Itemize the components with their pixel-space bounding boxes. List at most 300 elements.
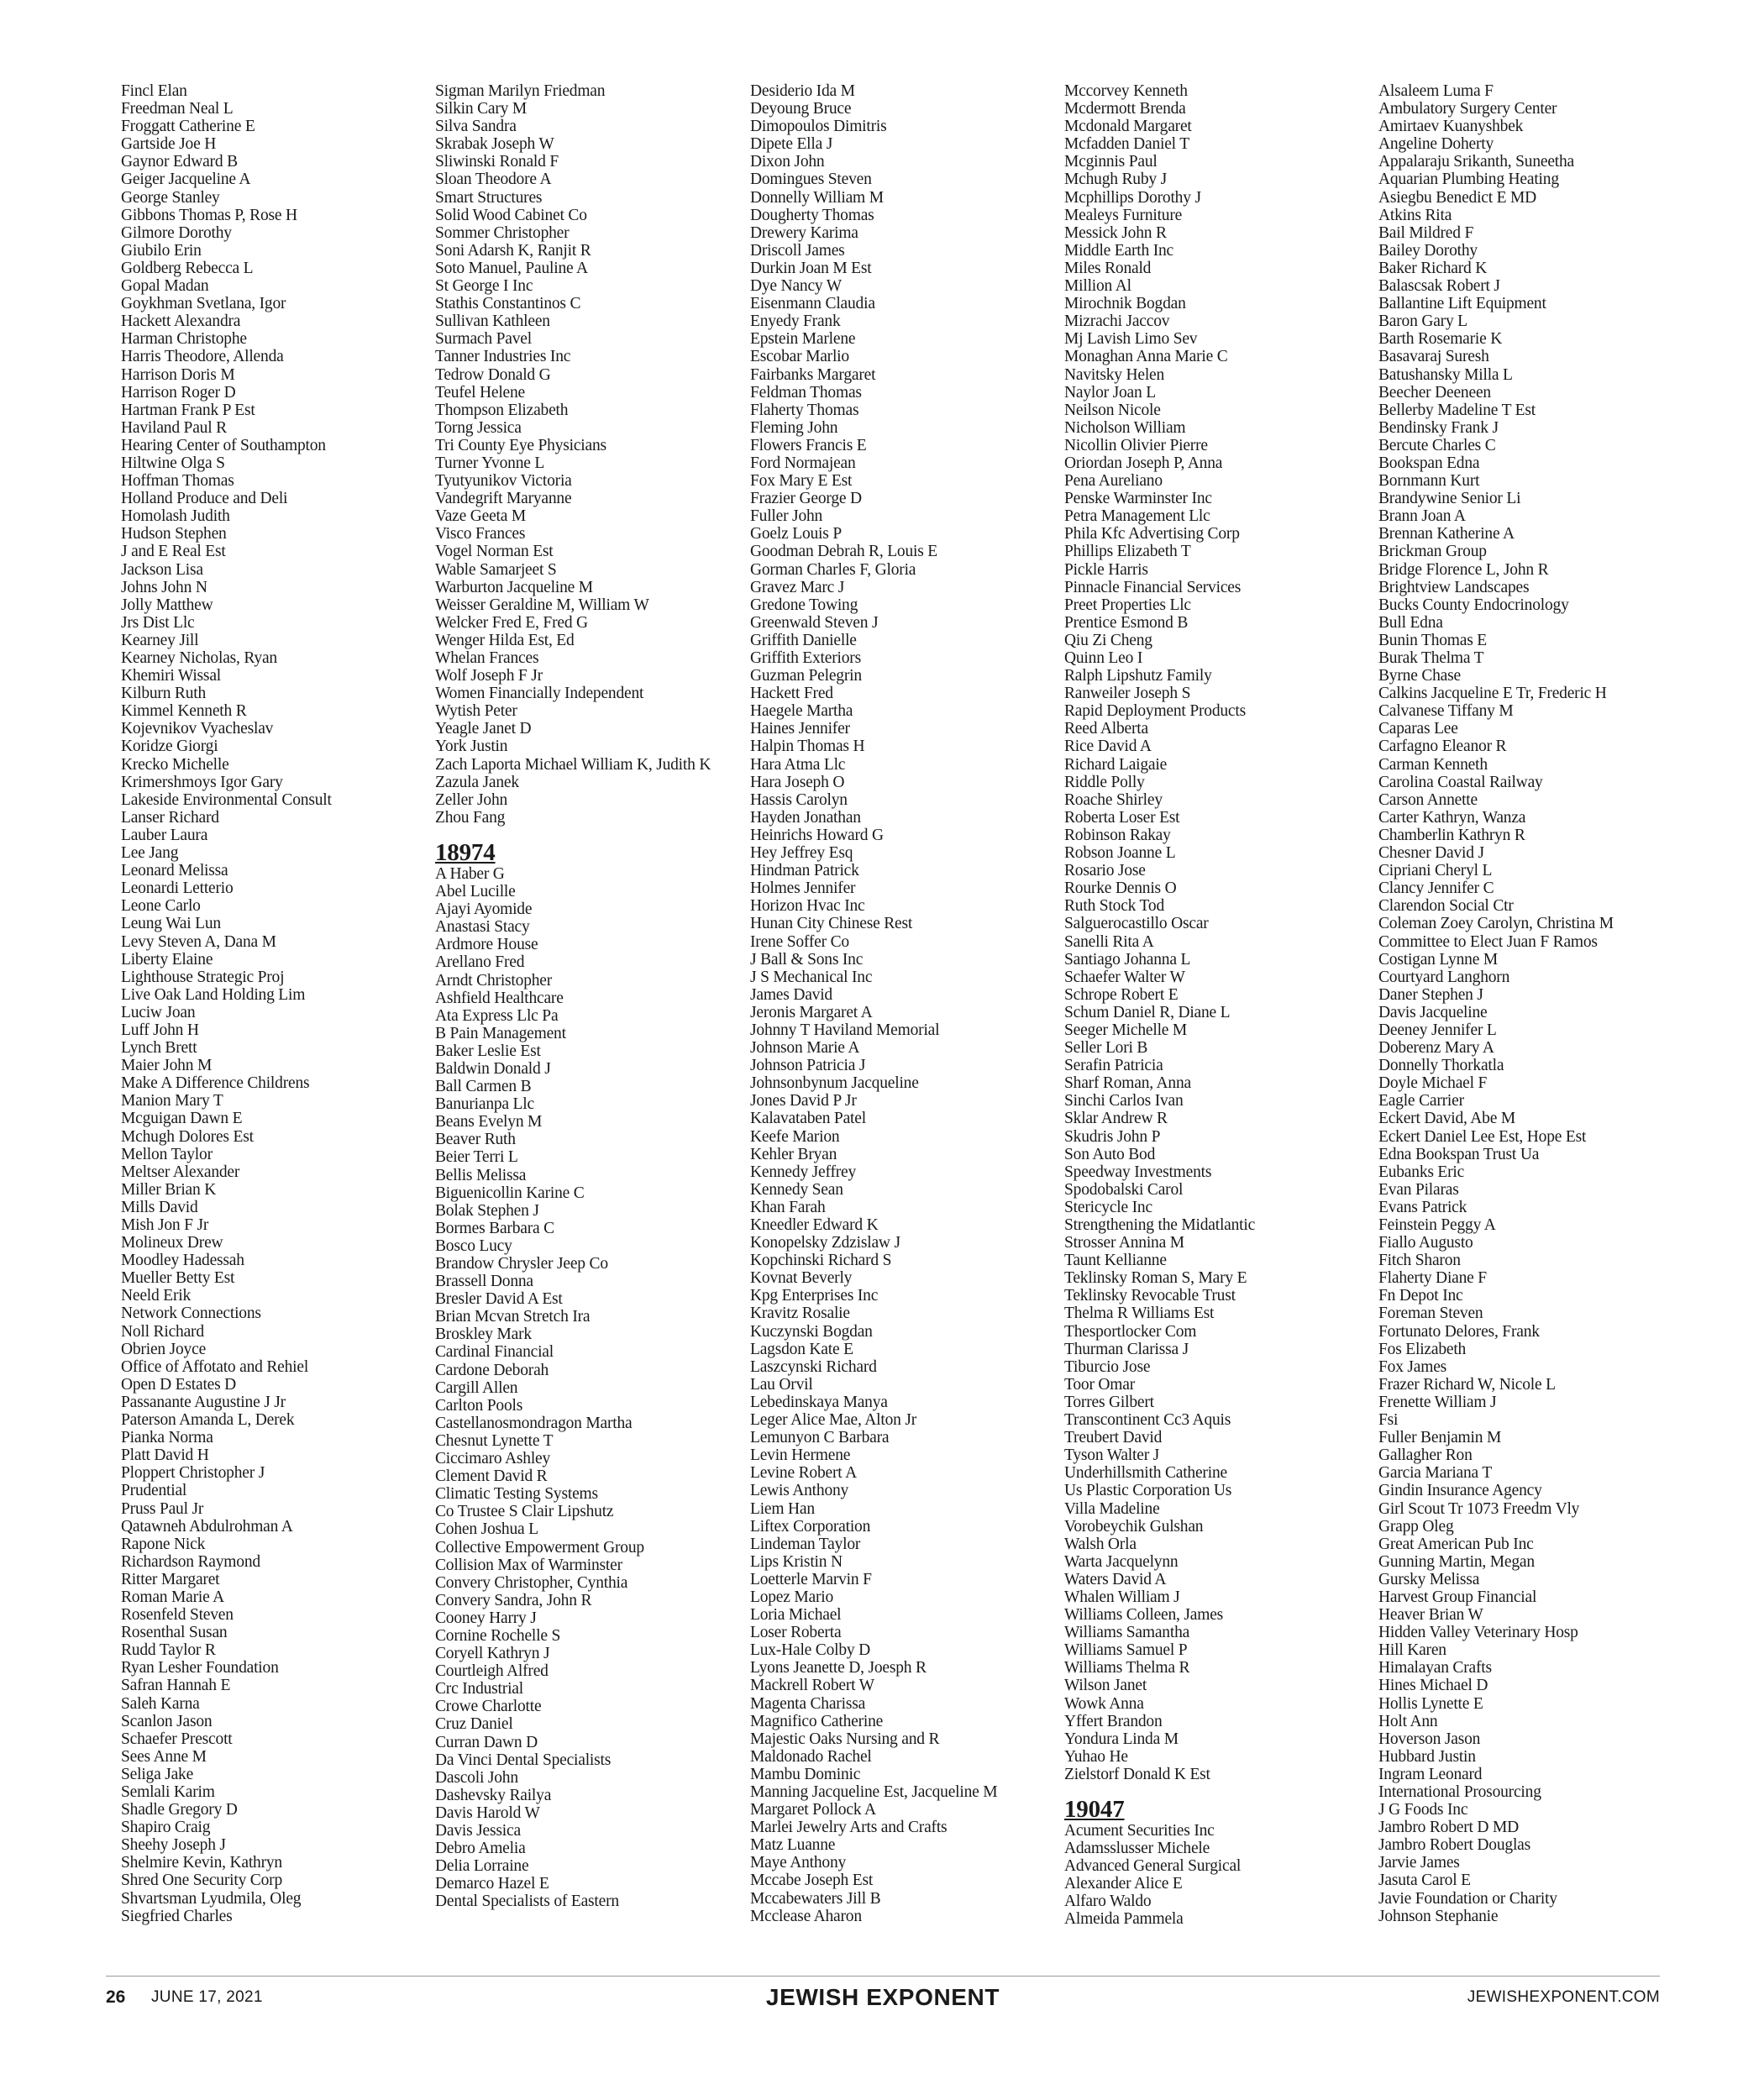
list-item: Goelz Louis P — [750, 525, 842, 543]
list-item: Eckert David, Abe M — [1378, 1110, 1515, 1128]
list-item: Fox James — [1378, 1357, 1447, 1376]
list-item: Maye Anthony — [750, 1854, 847, 1872]
list-item: Teklinsky Roman S, Mary E — [1064, 1269, 1247, 1288]
list-item: Bosco Lucy — [435, 1236, 512, 1255]
list-item: Preet Properties Llc — [1064, 596, 1191, 614]
list-item: Khemiri Wissal — [121, 667, 221, 685]
list-item: Surmach Pavel — [435, 330, 532, 349]
list-item: Bellis Melissa — [435, 1166, 527, 1184]
list-item: Demarco Hazel E — [435, 1875, 549, 1893]
list-item: Stathis Constantinos C — [435, 295, 581, 313]
list-item: Baker Leslie Est — [435, 1042, 541, 1060]
list-item: Ranweiler Joseph S — [1064, 685, 1191, 703]
list-item: Stericycle Inc — [1064, 1198, 1152, 1216]
list-item: Penske Warminster Inc — [1064, 490, 1212, 508]
list-item: Haviland Paul R — [121, 418, 227, 437]
list-item: Tyutyunikov Victoria — [435, 472, 572, 491]
list-item: Epstein Marlene — [750, 330, 856, 349]
list-item: Ball Carmen B — [435, 1078, 532, 1096]
list-item: Dye Nancy W — [750, 277, 842, 296]
page-footer — [106, 1984, 1660, 2018]
list-item: Fincl Elan — [121, 82, 187, 100]
list-item: Donnelly William M — [750, 188, 884, 207]
list-item: Neilson Nicole — [1064, 401, 1161, 419]
list-item: Kearney Nicholas, Ryan — [121, 649, 277, 667]
list-item: Rapid Deployment Products — [1064, 702, 1246, 721]
list-item: Sigman Marilyn Friedman — [435, 82, 606, 100]
list-item: Vandegrift Maryanne — [435, 490, 572, 508]
list-item: Kravitz Rosalie — [750, 1305, 850, 1323]
list-item: Gopal Madan — [121, 277, 209, 296]
list-item: Sommer Christopher — [435, 223, 570, 242]
list-item: Leger Alice Mae, Alton Jr — [750, 1411, 917, 1430]
list-item: Amirtaev Kuanyshbek — [1378, 118, 1524, 136]
list-item: Enyedy Frank — [750, 312, 841, 331]
list-item: Feinstein Peggy A — [1378, 1216, 1496, 1234]
list-item: Balascsak Robert J — [1378, 277, 1500, 296]
list-item: Serafin Patricia — [1064, 1057, 1163, 1075]
list-item: Harrison Roger D — [121, 383, 236, 402]
list-item: Heaver Brian W — [1378, 1606, 1483, 1625]
list-item: Greenwald Steven J — [750, 613, 879, 632]
list-item: Johnson Marie A — [750, 1039, 860, 1058]
list-item: Ashfield Healthcare — [435, 989, 564, 1007]
list-item: Gaynor Edward B — [121, 153, 238, 171]
list-item: Coleman Zoey Carolyn, Christina M — [1378, 915, 1614, 933]
list-item: Strosser Annina M — [1064, 1234, 1184, 1252]
list-item: Dipete Ella J — [750, 135, 833, 154]
list-item: Geiger Jacqueline A — [121, 171, 251, 189]
list-item: Whelan Frances — [435, 649, 539, 667]
list-item: Jones David P Jr — [750, 1092, 857, 1110]
list-item: Gallagher Ron — [1378, 1446, 1473, 1465]
list-item: Hill Karen — [1378, 1641, 1446, 1660]
list-item: Reed Alberta — [1064, 720, 1148, 738]
list-item: International Prosourcing — [1378, 1783, 1541, 1801]
list-item: Deyoung Bruce — [750, 100, 852, 118]
list-item: Brandow Chrysler Jeep Co — [435, 1255, 608, 1273]
list-item: Frazer Richard W, Nicole L — [1378, 1375, 1556, 1394]
list-item: Dascoli John — [435, 1768, 518, 1787]
list-item: Sliwinski Ronald F — [435, 153, 559, 171]
list-item: Clement David R — [435, 1467, 548, 1486]
list-item: Mj Lavish Limo Sev — [1064, 330, 1198, 349]
list-item: Spodobalski Carol — [1064, 1180, 1184, 1199]
list-item: Roache Shirley — [1064, 790, 1163, 809]
list-item: Fairbanks Margaret — [750, 365, 876, 384]
list-item: Santiago Johanna L — [1064, 950, 1191, 969]
list-item: Passanante Augustine J Jr — [121, 1393, 286, 1411]
list-item: Soto Manuel, Pauline A — [435, 259, 588, 277]
list-item: Convery Sandra, John R — [435, 1591, 592, 1609]
list-item: Lauber Laura — [121, 826, 208, 844]
list-item: Rice David A — [1064, 738, 1152, 756]
list-item: Haines Jennifer — [750, 720, 850, 738]
list-item: Appalaraju Srikanth, Suneetha — [1378, 153, 1575, 171]
list-item: Carman Kenneth — [1378, 755, 1488, 774]
list-item: Grapp Oleg — [1378, 1517, 1454, 1536]
column-4 — [1064, 82, 1375, 1929]
list-item: Scanlon Jason — [121, 1712, 213, 1730]
list-item: Harvest Group Financial — [1378, 1588, 1537, 1606]
list-item: Bendinsky Frank J — [1378, 418, 1499, 437]
list-item: Sanelli Rita A — [1064, 932, 1154, 951]
list-item: Treubert David — [1064, 1429, 1163, 1447]
list-item: Moodley Hadessah — [121, 1252, 244, 1270]
list-item: Davis Jessica — [435, 1822, 521, 1840]
list-item: Dashevsky Railya — [435, 1786, 552, 1804]
list-item: Shapiro Craig — [121, 1819, 211, 1837]
list-item: Edna Bookspan Trust Ua — [1378, 1145, 1540, 1163]
list-item: Wolf Joseph F Jr — [435, 667, 543, 685]
list-item: Ajayi Ayomide — [435, 900, 533, 919]
list-item: Bridge Florence L, John R — [1378, 560, 1549, 579]
list-item: Kearney Jill — [121, 631, 199, 649]
list-item: Network Connections — [121, 1305, 261, 1323]
list-item: Luff John H — [121, 1021, 199, 1039]
list-item: Williams Samantha — [1064, 1624, 1190, 1642]
list-item: Brassell Donna — [435, 1273, 533, 1291]
list-item: Kilburn Ruth — [121, 685, 207, 703]
list-item: Qatawneh Abdulrohman A — [121, 1517, 293, 1536]
list-item: Flaherty Diane F — [1378, 1269, 1487, 1288]
list-item: Johnson Stephanie — [1378, 1907, 1499, 1925]
list-item: Gursky Melissa — [1378, 1570, 1480, 1588]
list-item: Women Financially Independent — [435, 685, 644, 703]
list-item: Deeney Jennifer L — [1378, 1021, 1497, 1039]
list-item: Teufel Helene — [435, 383, 526, 402]
list-item: Carter Kathryn, Wanza — [1378, 808, 1526, 827]
list-item: Gravez Marc J — [750, 578, 845, 596]
list-item: Yuhao He — [1064, 1747, 1128, 1766]
list-item: Taunt Kellianne — [1064, 1252, 1167, 1270]
list-item: Carlton Pools — [435, 1396, 523, 1415]
list-item: Anastasi Stacy — [435, 918, 530, 937]
list-item: Lopez Mario — [750, 1588, 834, 1606]
list-item: Goodman Debrah R, Louis E — [750, 543, 938, 561]
list-item: Tedrow Donald G — [435, 365, 551, 384]
list-item: Ritter Margaret — [121, 1570, 220, 1588]
list-item: Carfagno Eleanor R — [1378, 738, 1507, 756]
list-item: Hiltwine Olga S — [121, 454, 225, 472]
list-item: Million Al — [1064, 277, 1131, 296]
list-item: York Justin — [435, 738, 508, 756]
list-item: Kalavataben Patel — [750, 1110, 866, 1128]
list-item: Batushansky Milla L — [1378, 365, 1513, 384]
list-item: Paterson Amanda L, Derek — [121, 1411, 295, 1430]
list-item: Giubilo Erin — [121, 241, 202, 260]
zip-code-heading: 18974 — [435, 838, 496, 866]
list-item: James David — [750, 985, 832, 1004]
list-item: J S Mechanical Inc — [750, 968, 873, 986]
list-item: Arndt Christopher — [435, 971, 553, 990]
footer-divider — [106, 1976, 1660, 1977]
list-item: Cardinal Financial — [435, 1343, 554, 1362]
list-item: Sinchi Carlos Ivan — [1064, 1092, 1184, 1110]
list-item: Cargill Allen — [435, 1378, 518, 1397]
list-item: Tyson Walter J — [1064, 1446, 1160, 1465]
list-item: Vorobeychik Gulshan — [1064, 1517, 1204, 1536]
list-item: Kehler Bryan — [750, 1145, 837, 1163]
list-item: Torng Jessica — [435, 418, 522, 437]
list-item: Cruz Daniel — [435, 1715, 513, 1734]
list-item: Horizon Hvac Inc — [750, 897, 865, 916]
list-item: J G Foods Inc — [1378, 1801, 1468, 1819]
list-item: Lakeside Environmental Consult — [121, 790, 332, 809]
list-item: Loetterle Marvin F — [750, 1570, 872, 1588]
list-item: Rosenthal Susan — [121, 1624, 228, 1642]
list-item: Phila Kfc Advertising Corp — [1064, 525, 1240, 543]
list-item: Miller Brian K — [121, 1180, 217, 1199]
list-item: Shvartsman Lyudmila, Oleg — [121, 1889, 302, 1908]
list-item: A Haber G — [435, 864, 505, 883]
list-item: Seliga Jake — [121, 1765, 194, 1783]
list-item: Davis Jacqueline — [1378, 1003, 1488, 1021]
list-item: Mcphillips Dorothy J — [1064, 188, 1201, 207]
list-item: Hollis Lynette E — [1378, 1694, 1483, 1713]
list-item: Shadle Gregory D — [121, 1801, 238, 1819]
publication-name: JEWISH EXPONENT — [765, 1984, 1000, 2010]
list-item: Bresler David A Est — [435, 1290, 563, 1309]
list-item: Weisser Geraldine M, William W — [435, 596, 649, 614]
list-item: Asiegbu Benedict E MD — [1378, 188, 1537, 207]
list-item: Brightview Landscapes — [1378, 578, 1530, 596]
list-item: Hoverson Jason — [1378, 1730, 1481, 1748]
list-item: Harris Theodore, Allenda — [121, 348, 284, 366]
list-item: Griffith Danielle — [750, 631, 857, 649]
list-item: Wilson Janet — [1064, 1677, 1147, 1695]
list-item: Froggatt Catherine E — [121, 118, 255, 136]
list-item: Freedman Neal L — [121, 100, 234, 118]
list-item: Holland Produce and Deli — [121, 490, 288, 508]
list-item: Fleming John — [750, 418, 838, 437]
list-item: Dimopoulos Dimitris — [750, 118, 887, 136]
list-item: Roman Marie A — [121, 1588, 225, 1606]
list-item: Mcguigan Dawn E — [121, 1110, 243, 1128]
list-item: Javie Foundation or Charity — [1378, 1889, 1557, 1908]
list-item: Evans Patrick — [1378, 1198, 1467, 1216]
list-item: Courtyard Langhorn — [1378, 968, 1510, 986]
list-item: Homolash Judith — [121, 507, 230, 526]
list-item: Beans Evelyn M — [435, 1113, 543, 1131]
list-item: Hartman Frank P Est — [121, 401, 255, 419]
list-item: Jackson Lisa — [121, 560, 203, 579]
list-item: Walsh Orla — [1064, 1535, 1137, 1553]
list-item: Jasuta Carol E — [1378, 1872, 1471, 1890]
list-item: Neeld Erik — [121, 1287, 192, 1305]
list-item: Messick John R — [1064, 223, 1167, 242]
list-item: Griffith Exteriors — [750, 649, 861, 667]
list-item: Transcontinent Cc3 Aquis — [1064, 1411, 1231, 1430]
list-item: Mackrell Robert W — [750, 1677, 874, 1695]
list-item: Ballantine Lift Equipment — [1378, 295, 1546, 313]
list-item: Matz Luanne — [750, 1836, 836, 1855]
list-item: Strengthening the Midatlantic — [1064, 1216, 1256, 1234]
list-item: Alexander Alice E — [1064, 1875, 1183, 1893]
list-item: Zach Laporta Michael William K, Judith K — [435, 755, 711, 774]
list-item: Cooney Harry J — [435, 1609, 537, 1627]
list-item: Ciccimaro Ashley — [435, 1450, 551, 1468]
list-item: Basavaraj Suresh — [1378, 348, 1489, 366]
list-item: Co Trustee S Clair Lipshutz — [435, 1503, 614, 1521]
list-item: Fitch Sharon — [1378, 1252, 1461, 1270]
list-item: Soni Adarsh K, Ranjit R — [435, 241, 591, 260]
list-item: Dougherty Thomas — [750, 206, 874, 224]
list-item: Coryell Kathryn J — [435, 1645, 550, 1663]
list-item: Clarendon Social Ctr — [1378, 897, 1514, 916]
list-item: Thompson Elizabeth — [435, 401, 569, 419]
zip-code-heading: 19047 — [1064, 1796, 1125, 1823]
list-item: Wytish Peter — [435, 702, 517, 721]
list-item: Tanner Industries Inc — [435, 348, 571, 366]
list-item: Williams Samuel P — [1064, 1641, 1188, 1660]
list-item: Schaefer Walter W — [1064, 968, 1185, 986]
list-item: Sklar Andrew R — [1064, 1110, 1168, 1128]
list-item: Salguerocastillo Oscar — [1064, 915, 1209, 933]
list-item: Whalen William J — [1064, 1588, 1180, 1606]
list-item: Flowers Francis E — [750, 436, 867, 454]
list-item: Costigan Lynne M — [1378, 950, 1498, 969]
list-item: Aquarian Plumbing Heating — [1378, 171, 1559, 189]
list-item: Marlei Jewelry Arts and Crafts — [750, 1819, 948, 1837]
list-item: Brickman Group — [1378, 543, 1487, 561]
list-item: Speedway Investments — [1064, 1163, 1212, 1181]
list-item: Phillips Elizabeth T — [1064, 543, 1191, 561]
list-item: Hara Joseph O — [750, 773, 845, 791]
list-item: Broskley Mark — [435, 1326, 532, 1344]
list-item: Hindman Patrick — [750, 862, 859, 880]
list-item: St George I Inc — [435, 277, 533, 296]
list-item: Hayden Jonathan — [750, 808, 861, 827]
list-item: Barth Rosemarie K — [1378, 330, 1503, 349]
list-item: Hearing Center of Southampton — [121, 436, 326, 454]
list-item: Thesportlocker Com — [1064, 1322, 1197, 1341]
list-item: Zeller John — [435, 790, 508, 809]
list-item: Curran Dawn D — [435, 1733, 538, 1751]
list-item: Zielstorf Donald K Est — [1064, 1765, 1210, 1783]
list-item: Carolina Coastal Railway — [1378, 773, 1543, 791]
list-item: Bail Mildred F — [1378, 223, 1474, 242]
list-item: Laszcynski Richard — [750, 1357, 877, 1376]
list-item: Smart Structures — [435, 188, 543, 207]
list-item: Teklinsky Revocable Trust — [1064, 1287, 1236, 1305]
list-item: Kovnat Beverly — [750, 1269, 853, 1288]
list-item: Delia Lorraine — [435, 1857, 529, 1876]
list-item: Seeger Michelle M — [1064, 1021, 1188, 1039]
list-item: Heinrichs Howard G — [750, 826, 884, 844]
list-item: Convery Christopher, Cynthia — [435, 1573, 628, 1592]
list-item: Navitsky Helen — [1064, 365, 1165, 384]
list-item: Maier John M — [121, 1057, 213, 1075]
list-item: Maldonado Rachel — [750, 1747, 872, 1766]
list-item: Waters David A — [1064, 1570, 1167, 1588]
list-item: Jrs Dist Llc — [121, 613, 195, 632]
list-item: Thelma R Williams Est — [1064, 1305, 1215, 1323]
list-item: Richard Laigaie — [1064, 755, 1168, 774]
list-item: Fuller John — [750, 507, 823, 526]
list-item: Mcclease Aharon — [750, 1907, 862, 1925]
list-item: Kojevnikov Vyacheslav — [121, 720, 274, 738]
list-item: Wowk Anna — [1064, 1694, 1144, 1713]
list-item: Chesner David J — [1378, 844, 1484, 863]
list-item: Robinson Rakay — [1064, 826, 1171, 844]
list-item: Donnelly Thorkatla — [1378, 1057, 1504, 1075]
list-item: Jolly Matthew — [121, 596, 213, 614]
list-item: Rourke Dennis O — [1064, 879, 1177, 898]
list-item: Levine Robert A — [750, 1464, 857, 1483]
list-item: Nicollin Olivier Pierre — [1064, 436, 1208, 454]
list-item: Welcker Fred E, Fred G — [435, 613, 588, 632]
list-item: Adamsslusser Michele — [1064, 1840, 1210, 1858]
list-item: Hackett Alexandra — [121, 312, 241, 331]
list-item: Collision Max of Warminster — [435, 1556, 622, 1574]
list-item: Hackett Fred — [750, 685, 833, 703]
list-item: Bucks County Endocrinology — [1378, 596, 1569, 614]
list-item: Magnifico Catherine — [750, 1712, 884, 1730]
list-item: Bornmann Kurt — [1378, 472, 1480, 491]
list-item: Luciw Joan — [121, 1003, 196, 1021]
list-item: Naylor Joan L — [1064, 383, 1156, 402]
list-item: Dental Specialists of Eastern — [435, 1893, 619, 1911]
list-item: Levy Steven A, Dana M — [121, 932, 276, 951]
list-item: Villa Madeline — [1064, 1499, 1160, 1518]
list-item: Rudd Taylor R — [121, 1641, 216, 1660]
list-item: Shelmire Kevin, Kathryn — [121, 1854, 282, 1872]
list-item: Ambulatory Surgery Center — [1378, 100, 1557, 118]
list-item: Schum Daniel R, Diane L — [1064, 1003, 1231, 1021]
list-item: Yeagle Janet D — [435, 720, 532, 738]
list-item: Mccabewaters Jill B — [750, 1889, 881, 1908]
list-item: Lebedinskaya Manya — [750, 1393, 888, 1411]
list-item: Cohen Joshua L — [435, 1520, 538, 1539]
list-item: Hidden Valley Veterinary Hosp — [1378, 1624, 1578, 1642]
list-item: Levin Hermene — [750, 1446, 851, 1465]
list-item: Brennan Katherine A — [1378, 525, 1515, 543]
list-item: Lyons Jeanette D, Joesph R — [750, 1659, 927, 1677]
list-item: Eisenmann Claudia — [750, 295, 875, 313]
list-item: Goykhman Svetlana, Igor — [121, 295, 286, 313]
list-item: Hunan City Chinese Rest — [750, 915, 913, 933]
list-item: Johnson Patricia J — [750, 1057, 866, 1075]
list-item: Advanced General Surgical — [1064, 1857, 1242, 1876]
list-item: Hara Atma Llc — [750, 755, 846, 774]
list-item: Leone Carlo — [121, 897, 201, 916]
list-item: Fn Depot Inc — [1378, 1287, 1463, 1305]
list-item: Himalayan Crafts — [1378, 1659, 1492, 1677]
list-item: Krecko Michelle — [121, 755, 229, 774]
list-item: Mills David — [121, 1198, 198, 1216]
list-item: Debro Amelia — [435, 1840, 526, 1858]
list-item: Zazula Janek — [435, 773, 519, 791]
list-item: Magenta Charissa — [750, 1694, 866, 1713]
list-item: Obrien Joyce — [121, 1340, 207, 1358]
listing-columns — [121, 82, 1658, 1930]
list-item: Hines Michael D — [1378, 1677, 1488, 1695]
list-item: Drewery Karima — [750, 223, 858, 242]
list-item: Manning Jacqueline Est, Jacqueline M — [750, 1783, 998, 1801]
column-1 — [121, 82, 432, 1925]
list-item: Majestic Oaks Nursing and R — [750, 1730, 940, 1748]
list-item: Monaghan Anna Marie C — [1064, 348, 1228, 366]
list-item: Burak Thelma T — [1378, 649, 1484, 667]
list-item: Holt Ann — [1378, 1712, 1438, 1730]
list-item: Eckert Daniel Lee Est, Hope Est — [1378, 1127, 1587, 1146]
list-item: Semlali Karim — [121, 1783, 215, 1801]
list-item: Domingues Steven — [750, 171, 872, 189]
list-item: Oriordan Joseph P, Anna — [1064, 454, 1223, 472]
list-item: Calkins Jacqueline E Tr, Frederic H — [1378, 685, 1607, 703]
list-item: Jarvie James — [1378, 1854, 1460, 1872]
